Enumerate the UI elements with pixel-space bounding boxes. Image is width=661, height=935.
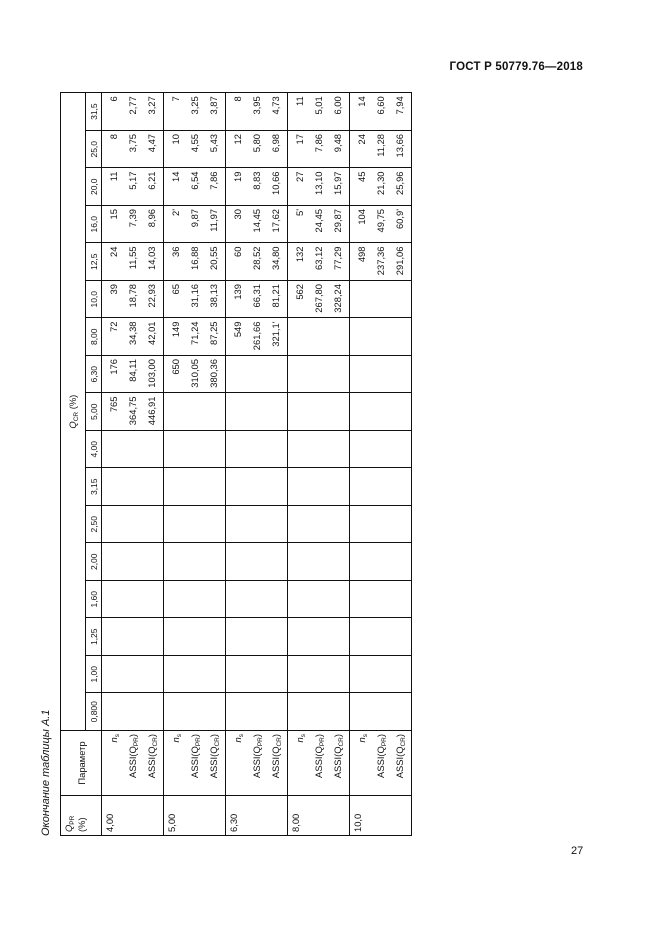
header-qcr-value: 1,25 [86,618,102,656]
cell-value: 5' [294,209,305,217]
cell-value: 14 [170,171,181,182]
table-cell [164,281,226,319]
cell-value: 72 [108,321,119,332]
cell-value: 765 [108,396,119,413]
table-cell [288,431,350,469]
cell-value: 11 [108,171,119,182]
cell-value: 71,24 [189,321,200,345]
label-text: ASSI(Q [189,746,200,778]
cell-value: 24,45 [313,209,324,233]
table-cell [226,618,288,656]
cell-value: 310,05 [189,359,200,388]
table-cell [164,168,226,206]
cell-value: 60,9' [394,209,405,230]
table-cell [350,318,412,356]
cell-value: 562 [294,284,305,300]
label-text: ASSI(Q [394,746,405,779]
cell-value: 8 [108,134,119,140]
cell-value: 2' [170,209,181,217]
cell-value: 13,10 [313,171,324,195]
cell-value: 6,60 [375,96,386,115]
header-qcr-value: 3,15 [86,468,102,506]
header-qcr-value: 25,0 [86,131,102,169]
table-cell [350,281,412,319]
table-cell [164,506,226,544]
label-subscript: CR [400,737,407,747]
cell-value: 17,62 [270,209,281,233]
label-text: n [108,737,119,743]
table-cell [102,131,164,169]
label-text: ASSI(Q [313,746,324,778]
table-cell [102,393,164,431]
label-subscript: PR [319,737,326,747]
label-subscript: s [114,734,121,738]
cell-value: 5,01 [313,96,324,115]
cell-value: 11,55 [127,246,138,270]
table-cell [102,168,164,206]
cell-value: 7,86 [208,171,219,190]
cell-value: 66,31 [251,284,262,308]
label-text: ASSI(Q [208,746,219,779]
header-qpr-unit: (%) [76,817,87,832]
cell-value: 176 [108,359,119,375]
table-cell [102,243,164,281]
cell-value: 4,55 [189,134,200,153]
cell-value: 9,87 [189,209,200,228]
label-tail: ) [127,734,138,738]
cell-value: 14 [356,96,367,107]
qpr-value: 10,0 [350,796,412,836]
cell-value: 65 [170,284,181,295]
cell-value: 21,30 [375,171,386,195]
label-subscript: PR [133,737,140,747]
qpr-value: 4,00 [102,796,164,836]
param-labels [350,731,412,796]
cell-value: 3,27 [146,96,157,115]
cell-value: 261,66 [251,321,262,351]
cell-value: 7,94 [394,96,405,115]
cell-value: 3,95 [251,96,262,115]
table-cell [226,543,288,581]
cell-value: 27 [294,171,305,182]
table-cell [350,243,412,281]
header-qcr-value: 8,00 [86,318,102,356]
table-cell [288,693,350,731]
cell-value: 4,73 [270,96,281,115]
table-row [288,93,350,836]
table-cell [164,581,226,619]
table-cell [350,543,412,581]
table-cell [164,93,226,131]
table-cell [288,393,350,431]
table-cell [226,468,288,506]
table-cell [226,168,288,206]
table-cell [102,468,164,506]
cell-value: 77,29 [332,246,343,270]
cell-value: 13,66 [394,134,405,158]
cell-value: 5,80 [251,134,262,153]
label-text: ASSI(Q [127,746,138,778]
label-subscript: s [238,734,245,738]
table-cell [350,581,412,619]
header-qcr-value: 2,50 [86,506,102,544]
table-cell [102,581,164,619]
cell-value: 7,86 [313,134,324,153]
param-label [309,734,328,792]
header-qcr-value: 31,5 [86,93,102,131]
table-cell [164,543,226,581]
table-cell [102,318,164,356]
table-cell [226,393,288,431]
table-cell [288,506,350,544]
table-cell [226,581,288,619]
table-cell [288,543,350,581]
cell-value: 4,47 [146,134,157,153]
param-label [290,734,309,792]
label-subscript: PR [257,737,264,747]
cell-value: 30 [232,209,243,220]
label-tail: ) [332,734,343,738]
table-row [350,93,412,836]
cell-value: 6 [108,96,119,102]
table-cell [288,93,350,131]
table-cell [226,281,288,319]
cell-value: 2,77 [127,96,138,115]
table-cell [102,281,164,319]
header-qcr-value: 20,0 [86,168,102,206]
label-subscript: PR [195,737,202,747]
table-cell [288,243,350,281]
label-tail: ) [313,734,324,738]
cell-value: 34,80 [270,246,281,270]
cell-value: 18,78 [127,284,138,308]
table-row [164,93,226,836]
cell-value: 498 [356,246,367,263]
qpr-value: 5,00 [164,796,226,836]
cell-value: 380,36 [208,359,219,388]
table-cell [164,693,226,731]
header-qcr-value: 12,5 [86,243,102,281]
label-tail: ) [208,734,219,738]
table-cell [350,506,412,544]
table-row [102,93,164,836]
table-cell [226,206,288,244]
cell-value: 34,38 [127,321,138,345]
qpr-value: 6,30 [226,796,288,836]
label-text: n [356,737,367,743]
cell-value: 11,28 [375,134,386,157]
label-subscript: CR [72,411,80,422]
param-label [104,734,123,792]
table-cell [288,618,350,656]
table-cell [350,468,412,506]
label-subscript: PR [69,815,76,825]
label-text: Q [66,421,78,429]
cell-value: 12 [232,134,243,145]
table-cell [164,318,226,356]
header-qcr-value: 0,800 [86,693,102,731]
page-number: 27 [571,845,584,857]
cell-value: 11,97 [208,209,219,232]
table-cell [102,656,164,694]
label-text: Q [63,824,74,832]
cell-value: 8 [232,96,243,102]
table-cell [102,506,164,544]
cell-value: 24 [108,246,119,257]
header-param: Параметр [61,731,102,796]
table-cell [226,93,288,131]
cell-value: 87,25 [208,321,219,345]
label-subscript: s [362,734,369,738]
label-text: n [232,737,243,743]
table-cell [226,356,288,394]
table-cell [288,468,350,506]
cell-value: 6,21 [146,171,157,190]
cell-value: 6,98 [270,134,281,153]
param-labels [288,731,350,796]
table-cell [288,131,350,169]
cell-value: 10,66 [270,171,281,195]
header-qcr-value: 16,0 [86,206,102,244]
param-label [352,734,371,792]
cell-value: 22,93 [146,284,157,308]
label-text: ASSI(Q [375,746,386,778]
table-cell [350,168,412,206]
param-labels [226,731,288,796]
cell-value: 9,48 [332,134,343,153]
label-tail: ) [394,734,405,738]
label-tail: ) [146,734,157,738]
label-tail: ) [251,734,262,738]
table-cell [350,93,412,131]
table-cell [164,656,226,694]
cell-value: 6,54 [189,171,200,190]
cell-value: 328,24 [332,284,343,313]
param-label [371,734,390,792]
param-label [123,734,142,792]
header-qpr [61,796,102,836]
cell-value: 39 [108,284,119,295]
cell-value: 15,97 [332,171,343,195]
table-cell [164,243,226,281]
table-cell [226,131,288,169]
cell-value: 81,21 [270,284,281,308]
table-cell [288,168,350,206]
cell-value: 10 [170,134,181,145]
table-cell [226,431,288,469]
label-tail: ) [375,734,386,738]
table-cell [164,393,226,431]
header-qcr-value: 1,60 [86,581,102,619]
param-label [185,734,204,792]
cell-value: 132 [294,246,305,263]
label-text: ASSI(Q [332,746,343,779]
header-qcr-value: 2,00 [86,543,102,581]
table-cell [226,656,288,694]
table-cell [350,431,412,469]
label-subscript: PR [381,737,388,747]
cell-value: 104 [356,209,367,225]
label-subscript: CR [152,737,159,747]
table-cell [226,506,288,544]
document-header: ГОСТ Р 50779.76—2018 [449,61,583,73]
cell-value: 36 [170,246,181,257]
table-caption: Окончание таблицы А.1 [40,709,52,836]
cell-value: 17 [294,134,305,145]
cell-value: 14,45 [251,209,262,233]
cell-value: 16,88 [189,246,200,270]
table-cell [288,318,350,356]
table-cell [350,131,412,169]
cell-value: 3,25 [189,96,200,115]
param-label [204,734,223,792]
cell-value: 29,87 [332,209,343,233]
param-label [266,734,285,792]
table-cell [288,356,350,394]
cell-value: 45 [356,171,367,182]
table-cell [226,693,288,731]
table-cell [102,356,164,394]
cell-value: 5,17 [127,171,138,190]
rotated-table-area [40,93,597,836]
param-label [390,734,409,792]
table-cell [350,693,412,731]
param-labels [102,731,164,796]
cell-value: 446,91 [146,396,157,426]
label-text: ASSI(Q [270,746,281,779]
qpr-value: 8,00 [288,796,350,836]
cell-value: 15 [108,209,119,220]
table-cell [350,393,412,431]
table-cell [164,131,226,169]
table-cell [350,656,412,694]
cell-value: 42,01 [146,321,157,345]
header-qcr [61,93,86,731]
cell-value: 11 [294,96,305,106]
table-cell [288,581,350,619]
label-tail: ) [189,734,200,738]
table-cell [102,618,164,656]
cell-value: 139 [232,284,243,300]
cell-value: 321,1' [270,321,281,347]
cell-value: 3,87 [208,96,219,115]
table-cell [102,93,164,131]
table-cell [226,318,288,356]
cell-value: 24 [356,134,367,145]
cell-value: 19 [232,171,243,182]
table-cell [102,693,164,731]
cell-value: 364,75 [127,396,138,426]
cell-value: 549 [232,321,243,338]
label-text: n [170,737,181,743]
cell-value: 31,16 [189,284,200,308]
cell-value: 49,75 [375,209,386,233]
label-subscript: CR [338,737,345,747]
cell-value: 5,43 [208,134,219,153]
table-cell [102,543,164,581]
data-table [60,92,412,836]
table-cell [102,206,164,244]
label-subscript: s [300,734,307,738]
cell-value: 8,83 [251,171,262,190]
cell-value: 20,55 [208,246,219,270]
table-cell [288,206,350,244]
cell-value: 149 [170,321,181,338]
cell-value: 14,03 [146,246,157,270]
param-label [247,734,266,792]
table-cell [164,431,226,469]
header-qcr-value: 4,00 [86,431,102,469]
param-labels [164,731,226,796]
table-cell [164,206,226,244]
param-label [228,734,247,792]
label-subscript: CR [276,737,283,747]
cell-value: 60 [232,246,243,257]
header-qcr-value: 6,30 [86,356,102,394]
cell-value: 63,12 [313,246,324,270]
label-text: ASSI(Q [251,746,262,778]
cell-value: 25,96 [394,171,405,195]
table-cell [102,431,164,469]
label-tail: ) [270,734,281,738]
table-row [226,93,288,836]
header-qcr-value: 10,0 [86,281,102,319]
label-text: ASSI(Q [146,746,157,779]
cell-value: 84,11 [127,359,138,382]
table-cell [164,468,226,506]
header-qcr-value: 1,00 [86,656,102,694]
param-label [142,734,161,792]
label-subscript: CR [214,737,221,747]
cell-value: 103,00 [146,359,157,388]
cell-value: 237,36 [375,246,386,276]
cell-value: 650 [170,359,181,375]
cell-value: 3,75 [127,134,138,153]
table-cell [350,206,412,244]
table-cell [350,618,412,656]
table-cell [164,356,226,394]
param-label [166,734,185,792]
label-subscript: s [176,734,183,738]
table-cell [350,356,412,394]
cell-value: 7,39 [127,209,138,228]
cell-value: 7 [170,96,181,102]
cell-value: 291,06 [394,246,405,276]
cell-value: 267,80 [313,284,324,313]
cell-value: 6,00 [332,96,343,115]
cell-value: 38,13 [208,284,219,308]
header-qcr-unit: (%) [66,394,78,412]
label-text: n [294,737,305,743]
table-cell [288,656,350,694]
cell-value: 28,52 [251,246,262,270]
param-label [328,734,347,792]
header-qcr-value: 5,00 [86,393,102,431]
cell-value: 8,96 [146,209,157,228]
table-cell [226,243,288,281]
table-cell [288,281,350,319]
table-cell [164,618,226,656]
